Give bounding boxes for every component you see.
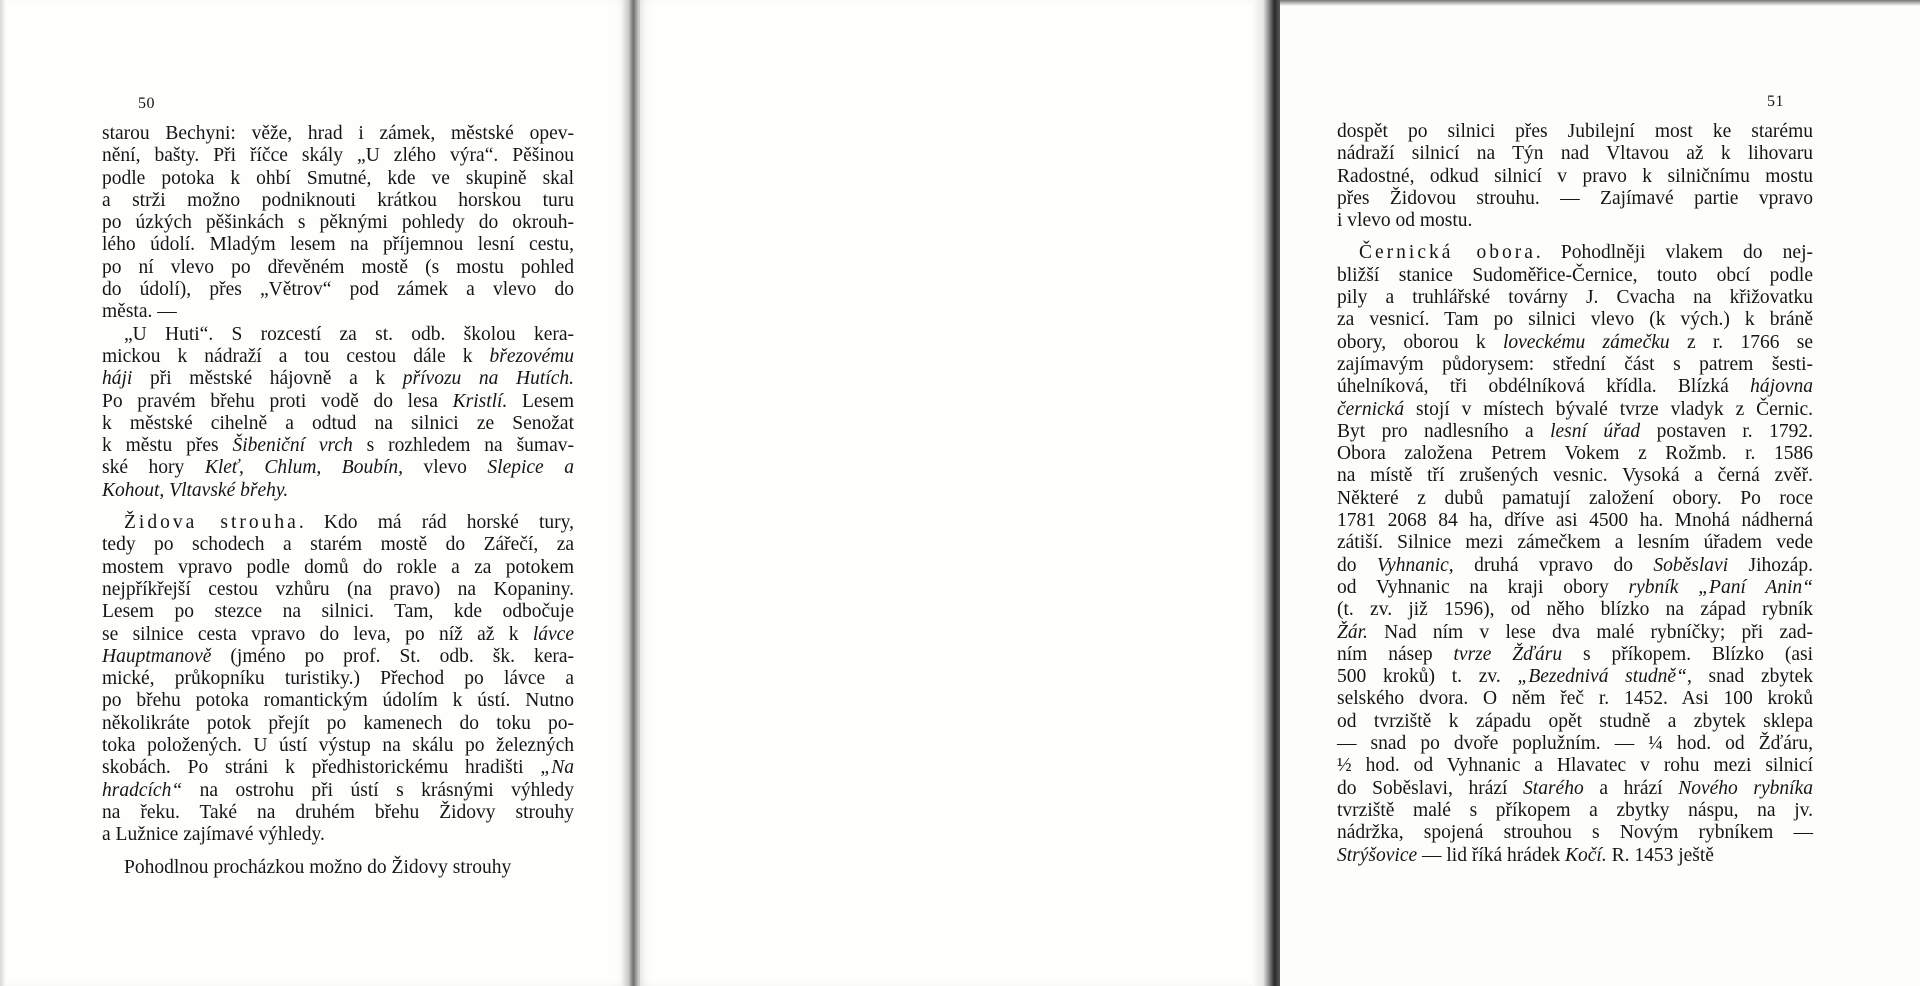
text-line xyxy=(102,735,574,757)
text-line xyxy=(1337,555,1813,577)
text-line xyxy=(1337,488,1813,510)
text-segment: přívozu na Hutích. xyxy=(402,368,574,390)
text-segment: loveckému zámečku xyxy=(1502,331,1670,353)
text-line xyxy=(102,757,574,779)
page-number-right: 51 xyxy=(1767,93,1784,110)
text-segment: 500 kroků) t. zv. xyxy=(1337,666,1518,688)
text-line xyxy=(102,668,574,690)
left-page xyxy=(0,0,626,986)
text-segment: Hauptmanově xyxy=(102,645,212,667)
text-segment: pily a truhlářské továrny J. Cvacha na křižovatku xyxy=(1337,287,1813,309)
text-segment: . Pohodlněji vlakem do nej- xyxy=(1535,242,1813,264)
text-segment: „Na xyxy=(540,757,574,779)
text-segment: po břehu potoka romantickým údolím k ústí. Nutno xyxy=(102,690,574,712)
text-segment: mostem vpravo podle domů do rokle a za potokem xyxy=(102,556,574,578)
text-line xyxy=(1337,711,1813,733)
text-segment: Jihozáp. xyxy=(1728,554,1813,576)
text-segment: nění, bašty. Při říčce skály „U zlého výra“. Pěšinou xyxy=(102,145,574,167)
text-segment: hradcích“ xyxy=(102,779,183,801)
text-segment: — snad po dvoře poplužním. — ¼ hod. od Žďáru, xyxy=(1337,733,1813,755)
text-line xyxy=(102,534,574,556)
text-line xyxy=(1337,688,1813,710)
text-line xyxy=(102,480,574,502)
text-line xyxy=(1337,354,1813,376)
text-line xyxy=(102,234,574,256)
text-segment: do Soběslavi, hrází xyxy=(1337,777,1524,799)
text-line xyxy=(1337,332,1813,354)
text-line xyxy=(102,802,574,824)
text-segment: Žár. xyxy=(1337,621,1368,643)
text-line xyxy=(102,780,574,802)
text-line xyxy=(1337,121,1813,143)
text-segment: toka položených. U ústí výstup na skálu po železných xyxy=(102,735,574,757)
page-top-shadow xyxy=(1280,0,1920,6)
text-segment: i vlevo od mostu. xyxy=(1337,210,1473,232)
text-segment: bližší stanice Sudoměřice-Černice, touto obcí podle xyxy=(1337,264,1813,286)
text-line xyxy=(1337,532,1813,554)
text-line xyxy=(1337,622,1813,644)
text-segment: z r. 1766 se xyxy=(1669,331,1813,353)
text-segment: přes Židovou strouhu. — Zajímavé partie vpravo xyxy=(1337,187,1813,209)
text-line xyxy=(1337,465,1813,487)
text-segment: nejpříkřejší cestou vzhůru (na pravo) na Kopaniny. xyxy=(102,578,574,600)
text-segment: Židova strouha xyxy=(124,512,299,534)
text-segment: 1781 2068 84 ha, dříve asi 4500 ha. Mnohá nádherná xyxy=(1337,510,1813,532)
text-segment: Kristlí. xyxy=(452,390,508,412)
text-segment: nádraží silnicí na Týn nad Vltavou až k lihovaru xyxy=(1337,143,1813,165)
text-line xyxy=(102,646,574,668)
text-line xyxy=(102,512,574,534)
text-line xyxy=(102,391,574,413)
text-line xyxy=(1337,800,1813,822)
text-segment: Šibeniční vrch xyxy=(232,435,353,457)
right-page xyxy=(640,0,1814,986)
text-segment: při městské hájovně a k xyxy=(132,368,403,390)
text-segment: starou Bechyni: věže, hrad i zámek, městské opev- xyxy=(102,123,574,144)
text-line xyxy=(1337,733,1813,755)
text-segment: háji xyxy=(102,368,133,390)
text-line xyxy=(1337,577,1813,599)
text-segment: Pohodlnou procházkou možno do Židovy strouhy xyxy=(124,856,512,878)
text-segment: Starého xyxy=(1523,777,1584,799)
text-segment: se silnice cesta vpravo do leva, po níž až k xyxy=(102,623,533,645)
text-segment: do xyxy=(1337,554,1377,576)
text-line xyxy=(1337,242,1813,264)
text-segment: Radostné, odkud silnicí v pravo k silničnímu mostu xyxy=(1337,165,1813,187)
text-segment: „U Huti“. S rozcestí za st. odb. školou kera- xyxy=(124,323,574,345)
text-segment: zátiší. Silnice mezi zámečkem a lesním úřadem vede xyxy=(1337,532,1813,554)
page-number-left: 50 xyxy=(138,95,155,112)
text-segment: — lid říká hrádek xyxy=(1417,844,1565,866)
text-segment: Obora založena Petrem Vokem z Rožmb. r. 1586 xyxy=(1337,443,1813,465)
text-segment: k městu přes xyxy=(102,435,233,457)
text-segment: mické, průkopníku turistiky.) Přechod po lávce a xyxy=(102,668,574,690)
text-line xyxy=(102,457,574,479)
text-segment: černická xyxy=(1337,398,1405,420)
text-segment: R. 1453 ještě xyxy=(1606,844,1714,866)
text-line xyxy=(102,713,574,735)
text-segment: s příkopem. Blízko (asi xyxy=(1562,643,1814,665)
text-line xyxy=(102,368,574,390)
text-line xyxy=(102,824,574,846)
text-line xyxy=(102,190,574,212)
text-line xyxy=(102,413,574,435)
text-segment: města. — xyxy=(102,301,177,323)
text-segment: skobách. Po stráni k předhistorickému hradišti xyxy=(102,757,541,779)
text-line xyxy=(1337,421,1813,443)
text-segment: několikráte potok přejít po kamenech do toku po- xyxy=(102,712,574,734)
paragraph-gap xyxy=(102,847,574,857)
text-segment: obory, oborou k xyxy=(1337,331,1503,353)
text-segment: selského dvora. O něm řeč r. 1452. Asi 100 kroků xyxy=(1337,688,1813,710)
text-segment: úhelníková, tři obdélníková křídla. Blízká xyxy=(1337,376,1751,398)
text-segment: mickou k nádraží a tou cestou dále k xyxy=(102,345,490,367)
text-line xyxy=(1337,599,1813,621)
text-segment: na místě tří zrušených vesnic. Vysoká a černá zvěř. xyxy=(1337,465,1813,487)
text-segment: k městské cihelně a odtud na silnici ze Senožat xyxy=(102,412,574,434)
text-segment: po úzkých pěšinkách s pěknými pohledy do okrouh- xyxy=(102,212,574,234)
text-line xyxy=(102,690,574,712)
text-segment: a hrází xyxy=(1583,777,1679,799)
text-segment: postaven r. 1792. xyxy=(1640,420,1813,442)
text-line xyxy=(1337,845,1813,867)
text-segment: za vesnicí. Tam po silnici vlevo (k vých.) k bráně xyxy=(1337,309,1813,331)
text-segment: březovému xyxy=(489,345,574,367)
text-line xyxy=(102,557,574,579)
text-line xyxy=(102,346,574,368)
text-segment: zajímavým půdorysem: střední část s patrem šesti- xyxy=(1337,353,1813,375)
text-line xyxy=(1337,644,1813,666)
text-line xyxy=(102,324,574,346)
text-line xyxy=(1337,755,1813,777)
text-segment: ním násep xyxy=(1337,643,1454,665)
text-line xyxy=(1337,822,1813,844)
text-line xyxy=(1337,265,1813,287)
left-page-text xyxy=(102,123,574,879)
text-line xyxy=(1337,443,1813,465)
text-segment: , snad zbytek xyxy=(1686,666,1813,688)
text-segment: Lesem xyxy=(507,390,574,412)
text-segment: lého údolí. Mladým lesem na příjemnou lesní cestu, xyxy=(102,234,574,256)
text-segment: lávce xyxy=(532,623,574,645)
paragraph-gap xyxy=(102,502,574,512)
text-segment: Některé z dubů pamatují založení obory. Po roce xyxy=(1337,487,1813,509)
text-segment: ské hory xyxy=(102,457,205,479)
text-line xyxy=(102,601,574,623)
text-segment: do údolí), přes „Větrov“ pod zámek a vlevo do xyxy=(102,279,574,301)
text-segment: Nad ním v lese dva malé rybníčky; při zad- xyxy=(1367,621,1813,643)
text-segment: Vyhnanic, xyxy=(1376,554,1454,576)
text-line xyxy=(102,212,574,234)
right-page-text xyxy=(1337,121,1813,867)
text-segment: Lesem po stezce na silnici. Tam, kde odbočuje xyxy=(102,601,574,623)
text-segment: Strýšovice xyxy=(1337,844,1418,866)
text-segment: Kohout, Vltavské břehy. xyxy=(102,479,289,501)
text-segment: s rozhledem na šumav- xyxy=(352,435,574,457)
text-line xyxy=(102,435,574,457)
text-line xyxy=(1337,376,1813,398)
text-line xyxy=(1337,778,1813,800)
text-line xyxy=(1337,666,1813,688)
text-segment xyxy=(1678,577,1698,598)
text-line xyxy=(1337,399,1813,421)
text-segment: Černická obora xyxy=(1359,242,1536,264)
text-segment: od tvrziště k západu opět studně a zbytek sklepa xyxy=(1337,710,1813,732)
text-segment: (jméno po prof. St. odb. šk. kera- xyxy=(211,645,574,667)
text-segment: ½ hod. od Vyhnanic a Hlavatec v rohu mezi silnicí xyxy=(1337,755,1813,777)
text-segment: (t. zv. již 1596), od něho blízko na západ rybník xyxy=(1337,599,1813,621)
text-segment: lesní úřad xyxy=(1550,420,1641,442)
text-line xyxy=(1337,309,1813,331)
text-segment: Byt pro nadlesního a xyxy=(1337,420,1551,442)
text-line xyxy=(1337,210,1813,232)
text-line xyxy=(1337,143,1813,165)
text-segment: hájovna xyxy=(1750,376,1813,398)
text-line xyxy=(1337,166,1813,188)
text-line xyxy=(102,579,574,601)
text-line xyxy=(102,624,574,646)
text-segment: stojí v místech bývalé tvrze vladyk z Černic. xyxy=(1404,398,1813,420)
text-segment: na ostrohu při ústí s krásnými výhledy xyxy=(182,779,574,801)
text-segment: druhá vpravo do xyxy=(1453,554,1654,576)
page-edge-shadow xyxy=(0,0,6,986)
paragraph-gap xyxy=(1337,232,1813,242)
text-segment: nádržka, spojená strouhou s Novým rybníkem — xyxy=(1337,822,1813,844)
text-segment: Kleť, Chlum, Boubín, xyxy=(204,457,404,479)
text-line xyxy=(102,145,574,167)
text-segment: Nového rybníka xyxy=(1678,777,1813,799)
text-segment: a Lužnice zajímavé výhledy. xyxy=(102,824,325,846)
text-segment: vlevo xyxy=(403,457,488,479)
text-line xyxy=(102,168,574,190)
text-segment: a strži možno podniknouti krátkou horskou turu xyxy=(102,189,574,211)
text-segment: „Paní Anin“ xyxy=(1698,576,1814,598)
text-segment: na řeku. Také na druhém břehu Židovy strouhy xyxy=(102,801,574,823)
text-segment: po ní vlevo po dřevěném mostě (s mostu pohled xyxy=(102,256,574,278)
text-segment: Slepice a xyxy=(487,457,574,479)
text-segment: Soběslavi xyxy=(1653,554,1729,576)
text-segment: Po pravém břehu proti vodě do lesa xyxy=(102,390,453,412)
text-line xyxy=(1337,188,1813,210)
text-segment: Kočí. xyxy=(1564,844,1607,866)
text-segment: tedy po schodech a starém mostě do Zářečí, za xyxy=(102,534,574,556)
text-segment: dospět po silnici přes Jubilejní most ke starému xyxy=(1337,121,1813,142)
text-line xyxy=(102,257,574,279)
text-segment: tvrziště malé s příkopem a zbytky náspu, na jv. xyxy=(1337,799,1813,821)
text-segment: tvrze Žďáru xyxy=(1453,643,1563,665)
text-segment: podle potoka k ohbí Smutné, kde ve skupině skal xyxy=(102,167,574,189)
text-line xyxy=(102,123,574,145)
text-segment: rybník xyxy=(1628,576,1679,598)
text-segment: od Vyhnanic na kraji obory xyxy=(1337,576,1629,598)
text-line xyxy=(102,279,574,301)
page-stack-edge xyxy=(1252,0,1280,986)
text-line xyxy=(1337,510,1813,532)
text-line xyxy=(102,301,574,323)
text-line xyxy=(102,857,574,879)
text-segment: „Bezednivá studně“ xyxy=(1517,666,1687,688)
text-line xyxy=(1337,287,1813,309)
text-segment: . Kdo má rád horské tury, xyxy=(298,512,575,534)
